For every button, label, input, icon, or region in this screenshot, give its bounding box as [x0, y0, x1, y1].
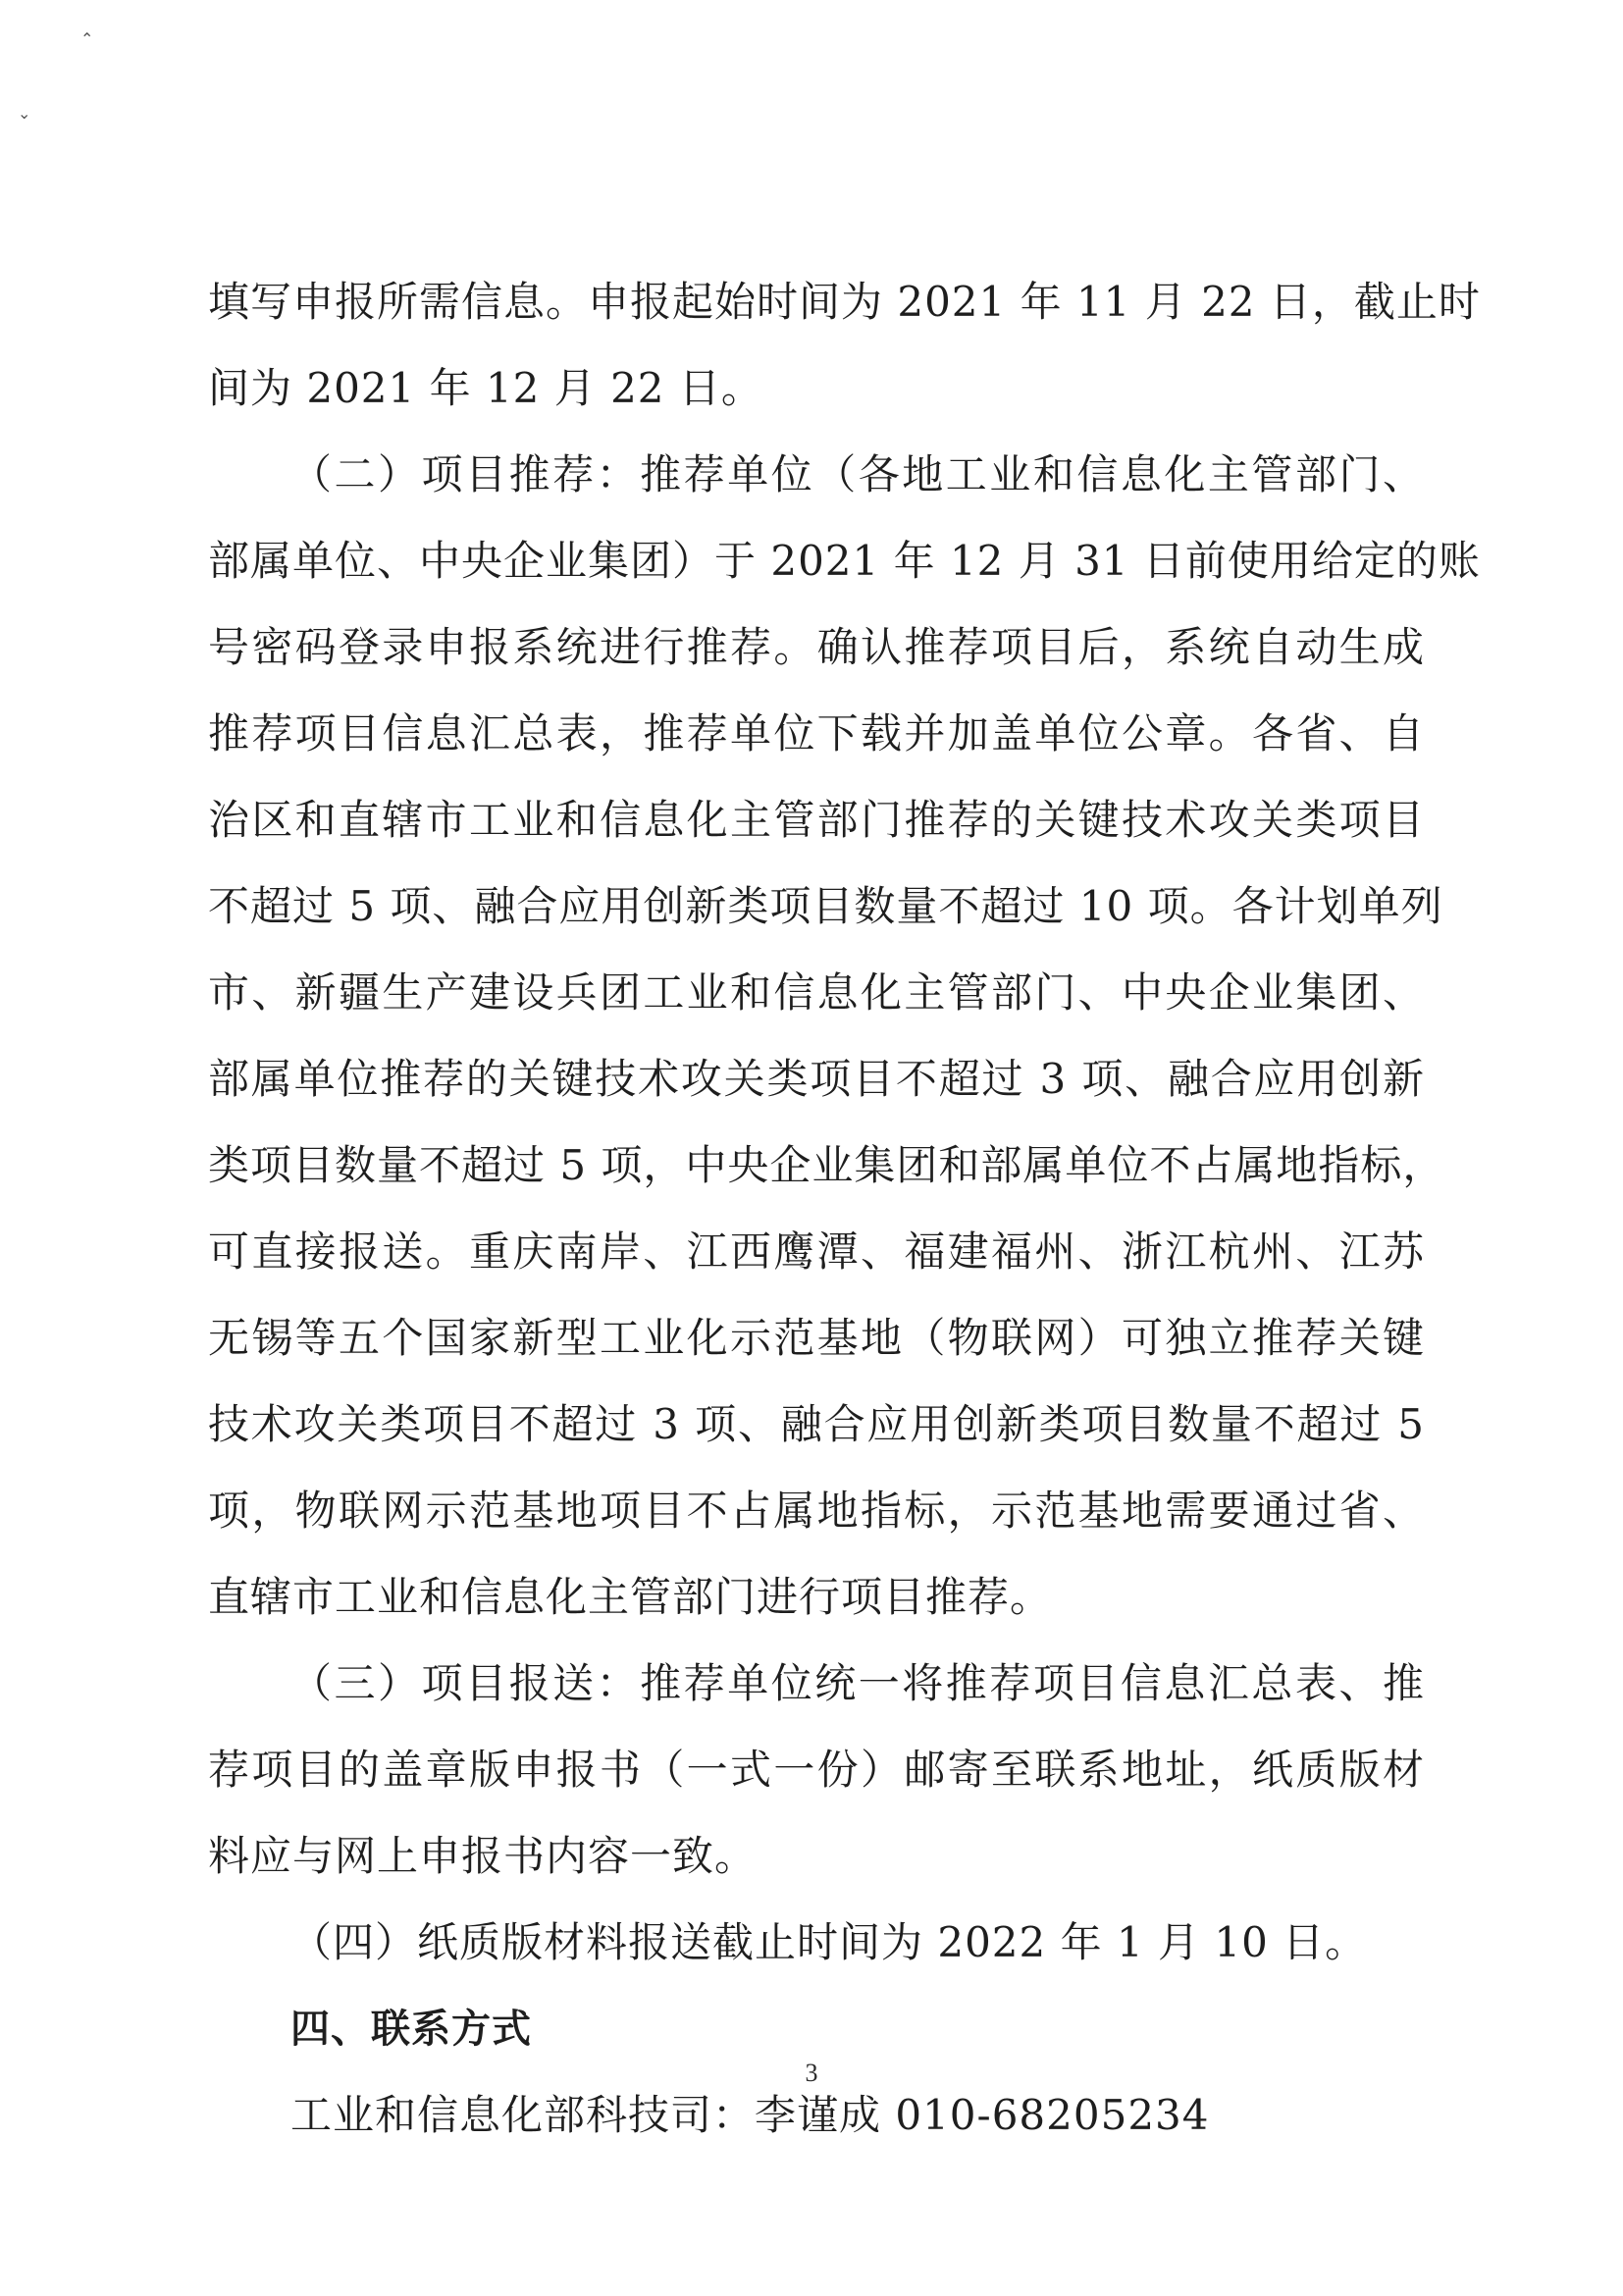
paragraph-line: 部属单位推荐的关键技术攻关类项目不超过 3 项、融合应用创新	[208, 1055, 1425, 1103]
section-heading: 四、联系方式	[290, 2007, 532, 2052]
paragraph-line: （三）项目报送：推荐单位统一将推荐项目信息汇总表、推	[290, 1659, 1425, 1707]
scan-artifact-mark: ⌄	[18, 104, 31, 123]
paragraph-line: 号密码登录申报系统进行推荐。确认推荐项目后，系统自动生成	[208, 623, 1425, 671]
paragraph-line: 市、新疆生产建设兵团工业和信息化主管部门、中央企业集团、	[208, 968, 1425, 1017]
scan-artifact-mark: ⌃	[80, 29, 94, 48]
paragraph-line: 治区和直辖市工业和信息化主管部门推荐的关键技术攻关类项目	[208, 796, 1425, 844]
paragraph-line: 不超过 5 项、融合应用创新类项目数量不超过 10 项。各计划单列	[208, 882, 1443, 930]
paragraph-line: （二）项目推荐：推荐单位（各地工业和信息化主管部门、	[290, 450, 1425, 498]
paragraph-line: 可直接报送。重庆南岸、江西鹰潭、福建福州、浙江杭州、江苏	[208, 1227, 1425, 1276]
page-number: 3	[805, 2059, 818, 2087]
paragraph-line: 直辖市工业和信息化主管部门进行项目推荐。	[208, 1573, 1053, 1621]
paragraph-line: 类项目数量不超过 5 项，中央企业集团和部属单位不占属地指标，	[208, 1141, 1445, 1189]
paragraph-line: 部属单位、中央企业集团）于 2021 年 12 月 31 日前使用给定的账	[208, 537, 1481, 585]
contact-line: 工业和信息化部科技司：李谨成 010-68205234	[290, 2091, 1210, 2139]
paragraph-line: 技术攻关类项目不超过 3 项、融合应用创新类项目数量不超过 5	[208, 1400, 1425, 1448]
paragraph-line: 荐项目的盖章版申报书（一式一份）邮寄至联系地址，纸质版材	[208, 1746, 1425, 1794]
paragraph-line: 无锡等五个国家新型工业化示范基地（物联网）可独立推荐关键	[208, 1314, 1425, 1362]
paragraph-line: 料应与网上申报书内容一致。	[208, 1832, 758, 1880]
paragraph-line: （四）纸质版材料报送截止时间为 2022 年 1 月 10 日。	[290, 1918, 1368, 1966]
paragraph-line: 项，物联网示范基地项目不占属地指标，示范基地需要通过省、	[208, 1487, 1425, 1535]
paragraph-line: 推荐项目信息汇总表，推荐单位下载并加盖单位公章。各省、自	[208, 709, 1425, 757]
paragraph-line: 填写申报所需信息。申报起始时间为 2021 年 11 月 22 日，截止时	[208, 278, 1481, 326]
paragraph-line: 间为 2021 年 12 月 22 日。	[208, 364, 763, 412]
